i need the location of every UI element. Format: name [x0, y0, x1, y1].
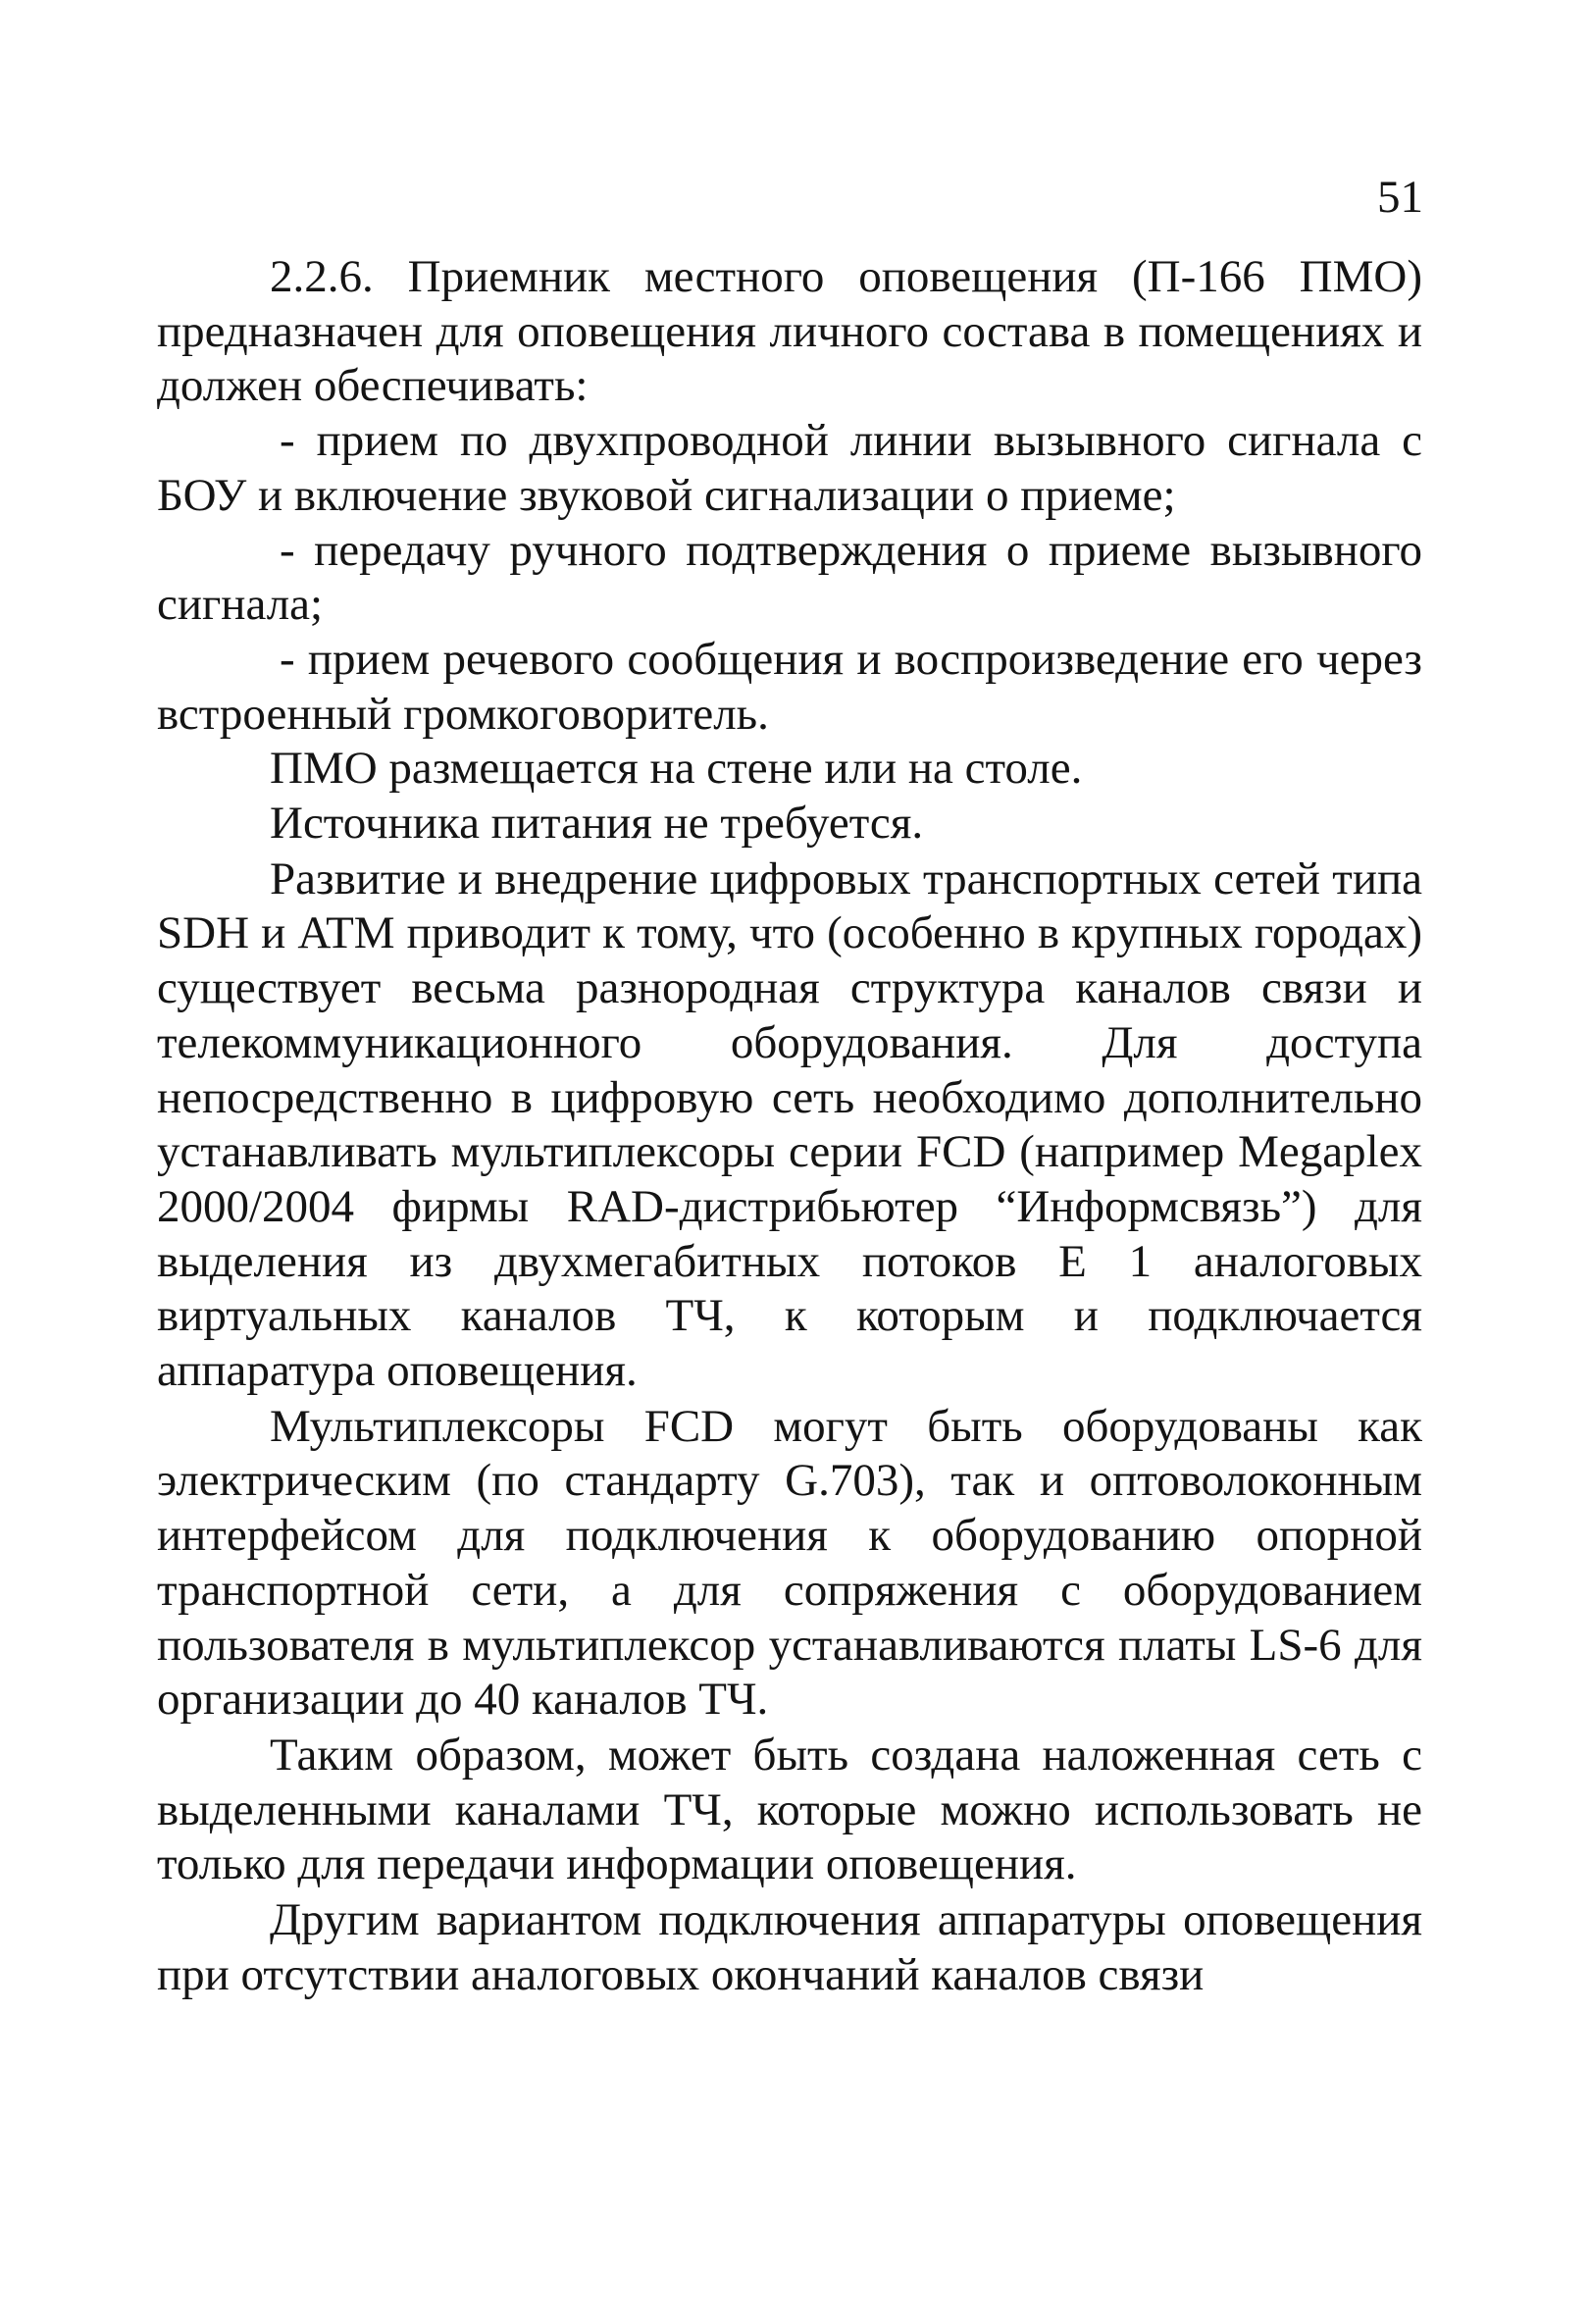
paragraph-alternative-connection: Другим вариантом подключения аппаратуры оповещения при отсутствии аналоговых окончаний каналов связи	[157, 1894, 1422, 2000]
paragraph-power-source: Источника питания не требуется.	[270, 798, 924, 850]
body-text	[157, 250, 1422, 2003]
paragraph-digital-networks: Развитие и внедрение цифровых транспортных сетей типа SDH и ATM приводит к тому, что (особенно в крупных городах) существует весьма разнородная структура каналов связи и телекоммуникационного оборудования. Для доступа непосредственно в цифровую сеть необходимо дополнительно устанавливать мультиплексоры серии FCD (например Megaplex 2000/2004 фирмы RAD-дистрибьютер “Информсвязь”) для выделения из двухмегабитных потоков Е 1 аналоговых виртуальных каналов ТЧ, к которым и подключается аппаратура оповещения.	[157, 852, 1422, 1397]
paragraph-placement: ПМО размещается на стене или на столе.	[270, 743, 1083, 795]
paragraph-section-2-2-6: 2.2.6. Приемник местного оповещения (П-166 ПМО) предназначен для оповещения личного состава в помещениях и должен обеспечивать:	[157, 251, 1422, 412]
page-number: 51	[1377, 172, 1423, 223]
list-item-speech-playback: - прием речевого сообщения и воспроизведение его через встроенный громкоговоритель.	[157, 633, 1422, 740]
paragraph-overlay-network: Таким образом, может быть создана наложенная сеть с выделенными каналами ТЧ, которые можно использовать не только для передачи информации оповещения.	[157, 1729, 1422, 1890]
paragraph-fcd-multiplexers: Мультиплексоры FCD могут быть оборудованы как электрическим (по стандарту G.703), так и оптоволоконным интерфейсом для подключения к оборудованию опорной транспортной сети, а для сопряжения с оборудованием пользователя в мультиплексор устанавливаются платы LS-6 для организации до 40 каналов ТЧ.	[157, 1400, 1422, 1726]
list-item-manual-confirmation: - передачу ручного подтверждения о приеме вызывного сигнала;	[157, 524, 1422, 631]
list-item-signal-reception: - прием по двухпроводной линии вызывного сигнала с БОУ и включение звуковой сигнализации о приеме;	[157, 415, 1422, 521]
